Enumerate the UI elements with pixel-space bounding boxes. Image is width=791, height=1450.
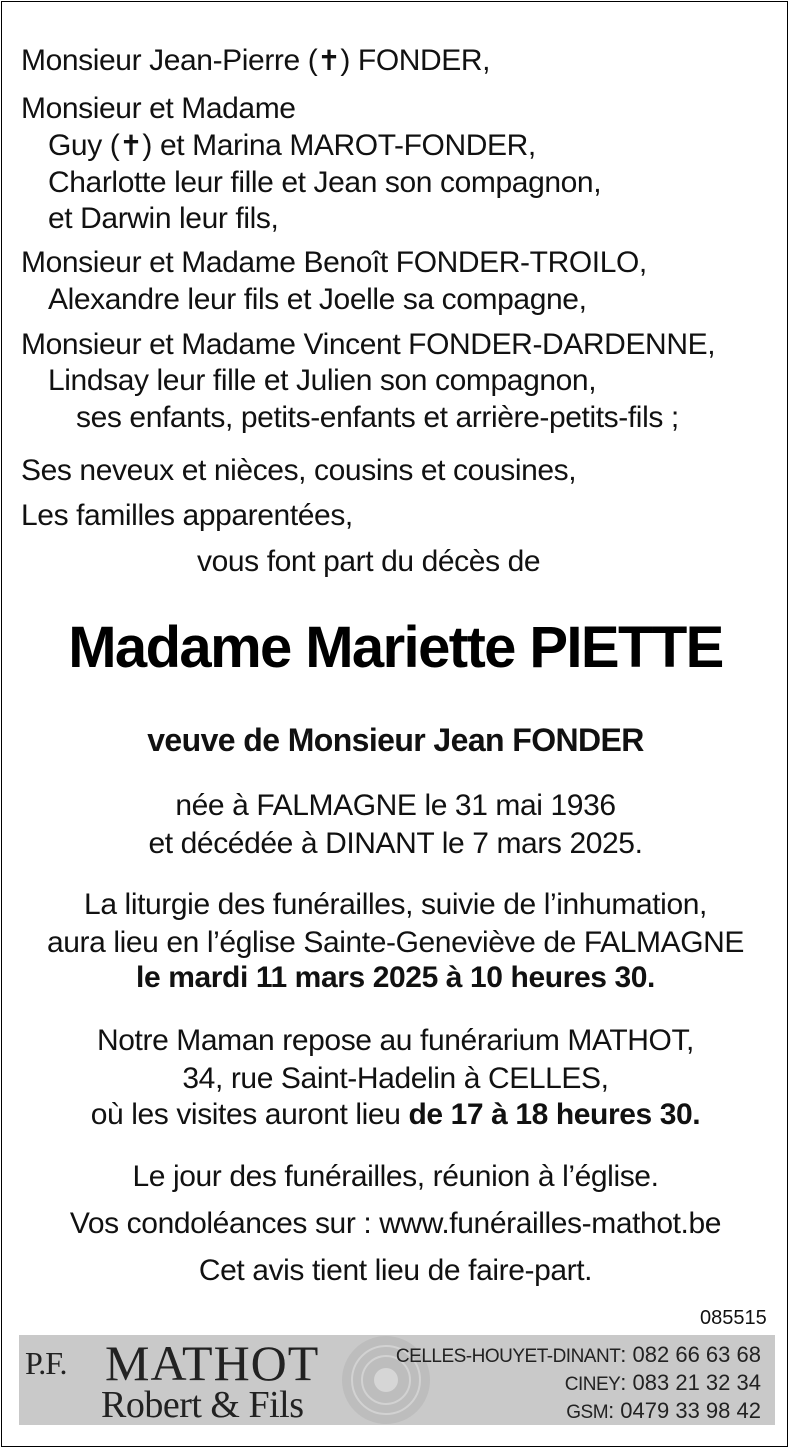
family-line-6: Monsieur et Madame Benoît FONDER-TROILO,: [21, 246, 647, 279]
visits-line-1: Notre Maman repose au funérarium MATHOT,: [97, 1024, 694, 1057]
family-line-1: Monsieur Jean-Pierre (✝) FONDER,: [21, 44, 491, 77]
condolences-line: Vos condoléances sur : www.funérailles-mathot.be: [69, 1207, 722, 1240]
funeral-home-subname: Robert & Fils: [101, 1384, 304, 1426]
visits-hours: de 17 à 18 heures 30.: [408, 1098, 701, 1131]
family-line-3: Guy (✝) et Marina MAROT-FONDER,: [48, 129, 536, 162]
contact-row: CELLES-HOUYET-DINANT: 082 66 63 68: [395, 1342, 761, 1367]
closing-line-3: Cet avis tient lieu de faire-part.: [198, 1254, 593, 1287]
family-line-5: et Darwin leur fils,: [48, 202, 279, 235]
obituary-notice: [1, 1, 788, 1447]
contact-list: [396, 1342, 761, 1426]
funeral-home-name: MATHOT: [105, 1335, 320, 1391]
funeral-date: le mardi 11 mars 2025 à 10 heures 30.: [136, 961, 655, 994]
family-line-2: Monsieur et Madame: [21, 92, 296, 125]
family-line-10: ses enfants, petits-enfants et arrière-petits-fils ;: [76, 401, 679, 434]
death-line: et décédée à DINANT le 7 mars 2025.: [148, 827, 643, 860]
visits-line-2: 34, rue Saint-Hadelin à CELLES,: [182, 1062, 609, 1095]
family-line-9: Lindsay leur fille et Julien son compagnon,: [48, 364, 597, 397]
birth-line: née à FALMAGNE le 31 mai 1936: [175, 789, 616, 822]
cross-icon: ✝: [119, 130, 143, 161]
announcement-line: vous font part du décès de: [197, 545, 541, 578]
funeral-line-2: aura lieu en l’église Sainte-Geneviève de FALMAGNE: [46, 926, 745, 959]
visits-line-3: où les visites auront lieu de 17 à 18 heures 30.: [90, 1098, 701, 1131]
family-line-8: Monsieur et Madame Vincent FONDER-DARDENNE,: [21, 328, 716, 361]
family-line-11: Ses neveux et nièces, cousins et cousines,: [21, 454, 577, 487]
funeral-home-banner: [19, 1335, 775, 1425]
spouse-line: veuve de Monsieur Jean FONDER: [147, 722, 644, 758]
family-line-7: Alexandre leur fils et Joelle sa compagne,: [48, 283, 587, 316]
cross-icon: ✝: [317, 45, 341, 76]
contact-row: CINEY: 083 21 32 34: [564, 1370, 761, 1395]
family-line-12: Les familles apparentées,: [21, 499, 353, 532]
family-line-4: Charlotte leur fille et Jean son compagnon,: [48, 166, 602, 199]
pf-label: P.F.: [25, 1345, 67, 1381]
contact-row: GSM: 0479 33 98 42: [566, 1398, 761, 1423]
closing-line-1: Le jour des funérailles, réunion à l’église.: [132, 1160, 659, 1193]
reference-number: 085515: [700, 1307, 767, 1329]
deceased-name: Madame Mariette PIETTE: [68, 615, 723, 680]
funeral-line-1: La liturgie des funérailles, suivie de l’inhumation,: [84, 888, 707, 921]
